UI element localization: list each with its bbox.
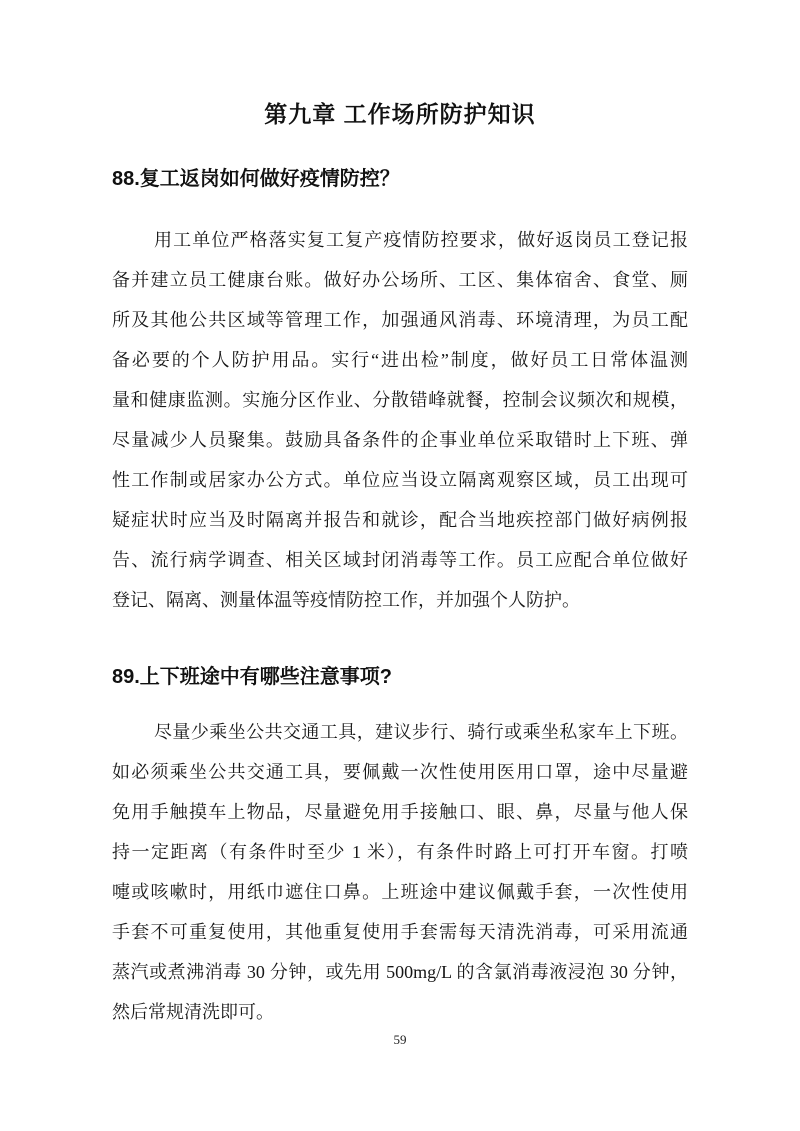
paragraph-line: 蒸汽或煮沸消毒 30 分钟，或先用 500mg/L 的含氯消毒液浸泡 30 分钟， <box>112 962 688 982</box>
paragraph-line: 如必须乘坐公共交通工具，要佩戴一次性使用医用口罩，途中尽量避 <box>112 762 688 782</box>
paragraph-line: 告、流行病学调查、相关区域封闭消毒等工作。员工应配合单位做好 <box>112 550 688 570</box>
paragraph-line: 持一定距离（有条件时至少 1 米），有条件时路上可打开车窗。打喷 <box>112 842 688 862</box>
paragraph-line: 备必要的个人防护用品。实行“进出检”制度，做好员工日常体温测 <box>112 350 688 370</box>
paragraph-line: 免用手触摸车上物品，尽量避免用手接触口、眼、鼻，尽量与他人保 <box>112 802 688 822</box>
section-88-heading: 88.复工返岗如何做好疫情防控？ <box>112 168 400 190</box>
paragraph-line: 然后常规清洗即可。 <box>112 1002 274 1022</box>
paragraph-line: 所及其他公共区域等管理工作，加强通风消毒、环境清理，为员工配 <box>112 310 688 330</box>
section-88-paragraph <box>112 220 688 620</box>
paragraph-line: 用工单位严格落实复工复产疫情防控要求，做好返岗员工登记报 <box>154 230 688 250</box>
paragraph-line: 嚏或咳嗽时，用纸巾遮住口鼻。上班途中建议佩戴手套，一次性使用 <box>112 882 688 902</box>
paragraph-line: 量和健康监测。实施分区作业、分散错峰就餐，控制会议频次和规模， <box>112 390 688 410</box>
paragraph-line: 性工作制或居家办公方式。单位应当设立隔离观察区域，员工出现可 <box>112 470 688 490</box>
page-number: 59 <box>393 1032 407 1047</box>
page-content <box>112 166 688 1032</box>
paragraph-line: 备并建立员工健康台账。做好办公场所、工区、集体宿舍、食堂、厕 <box>112 270 688 290</box>
section-89-paragraph <box>112 712 688 1032</box>
paragraph-line: 尽量少乘坐公共交通工具，建议步行、骑行或乘坐私家车上下班。 <box>154 722 688 742</box>
paragraph-line: 疑症状时应当及时隔离并报告和就诊，配合当地疾控部门做好病例报 <box>112 510 688 530</box>
paragraph-line: 登记、隔离、测量体温等疫情防控工作，并加强个人防护。 <box>112 590 580 610</box>
section-88 <box>112 166 688 620</box>
paragraph-line: 手套不可重复使用，其他重复使用手套需每天清洗消毒，可采用流通 <box>112 922 688 942</box>
chapter-title: 第九章 工作场所防护知识 <box>264 101 536 127</box>
section-89-heading: 89.上下班途中有哪些注意事项? <box>112 666 393 688</box>
paragraph-line: 尽量减少人员聚集。鼓励具备条件的企事业单位采取错时上下班、弹 <box>112 430 688 450</box>
section-89 <box>112 664 688 1032</box>
